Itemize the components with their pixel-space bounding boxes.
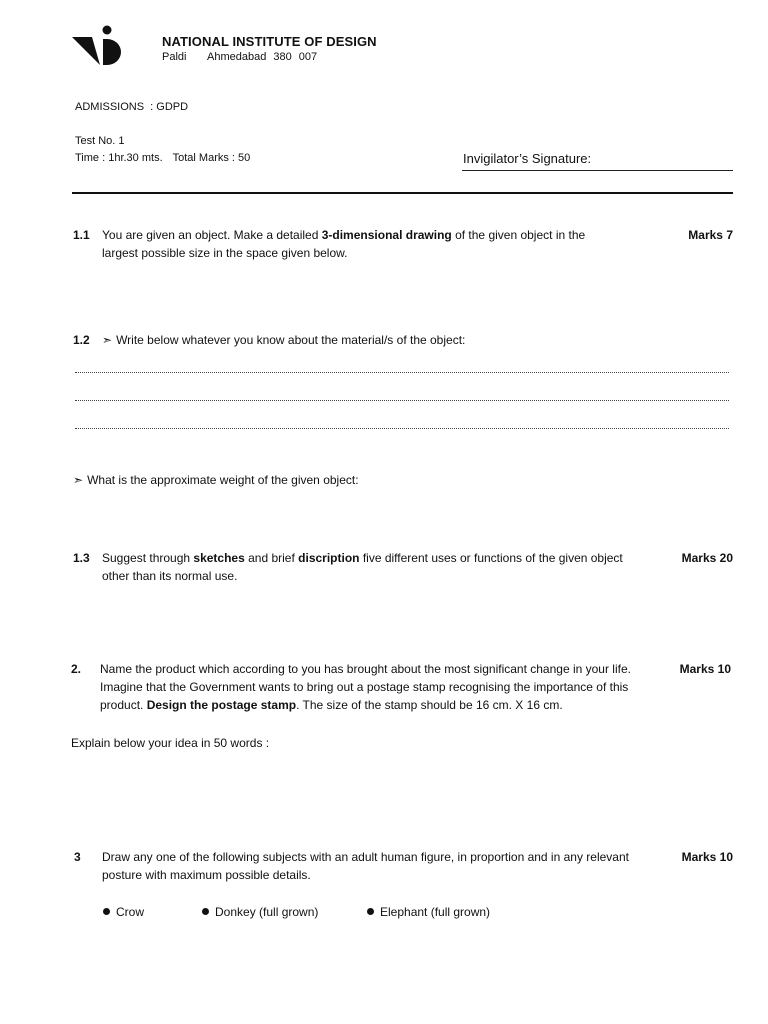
answer-line[interactable]: [75, 372, 729, 373]
admissions-label: ADMISSIONS : GDPD: [75, 101, 189, 113]
q1-1-text-part: of the given object in the: [451, 228, 586, 242]
q1-3-text-part: and brief: [244, 551, 299, 565]
q1-3-text-part: five different uses or functions of the given object: [359, 551, 623, 565]
arrow-icon: ➣: [102, 333, 113, 347]
q1-1-text-bold: 3-dimensional drawing: [321, 228, 452, 242]
total-marks: Total Marks : 50: [172, 152, 251, 164]
q1-3-text-part: Suggest through: [102, 551, 194, 565]
question-1-3-number: 1.3: [73, 551, 90, 565]
question-1-1-text: [102, 226, 662, 262]
answer-line[interactable]: [75, 428, 729, 429]
weight-question-text: What is the approximate weight of the given object:: [87, 473, 359, 487]
time-and-marks: [75, 152, 250, 164]
arrow-icon: ➣: [73, 473, 84, 487]
option-donkey: [202, 905, 318, 919]
q1-3-text-line2: other than its normal use.: [102, 569, 238, 583]
q2-text-line1: Name the product which according to you has brought about the most significant change in your life.: [100, 662, 631, 676]
test-number: Test No. 1: [75, 135, 125, 147]
question-1-2-text: [102, 331, 465, 349]
question-1-3-marks: Marks 20: [681, 551, 733, 565]
q2-text-bold: Design the postage stamp: [146, 698, 297, 712]
q2-text-part: product.: [100, 698, 147, 712]
question-1-1-marks: Marks 7: [688, 228, 733, 242]
q1-2-text: Write below whatever you know about the material/s of the object:: [116, 333, 466, 347]
q1-3-text-bold: sketches: [193, 551, 245, 565]
q3-text-line1: Draw any one of the following subjects with an adult human figure, in proportion and in any relevant: [102, 850, 629, 864]
bullet-icon: [103, 908, 110, 915]
q1-1-text-line2: largest possible size in the space given below.: [102, 246, 348, 260]
option-crow: [103, 905, 144, 919]
question-1-1-number: 1.1: [73, 228, 90, 242]
question-3-number: 3: [74, 850, 81, 864]
bullet-icon: [367, 908, 374, 915]
question-2-text: [100, 660, 670, 714]
option-label: Elephant (full grown): [380, 905, 491, 919]
q1-1-text-part: You are given an object. Make a detailed: [102, 228, 322, 242]
question-2-marks: Marks 10: [679, 662, 731, 676]
question-2-explain: Explain below your idea in 50 words :: [71, 736, 270, 750]
question-2-number: 2.: [71, 662, 82, 676]
question-3-text: [102, 848, 672, 884]
q3-text-line2: posture with maximum possible details.: [102, 868, 311, 882]
question-1-3-text: [102, 549, 662, 585]
option-elephant: [367, 905, 490, 919]
weight-question: [73, 471, 359, 489]
q2-text-line2: Imagine that the Government wants to bring out a postage stamp recognising the importance of this: [100, 680, 629, 694]
invigilator-signature-label: Invigilator’s Signature:: [463, 151, 592, 166]
option-label: Donkey (full grown): [215, 905, 319, 919]
bullet-icon: [202, 908, 209, 915]
q1-3-text-bold: discription: [298, 551, 360, 565]
institute-name: NATIONAL INSTITUTE OF DESIGN: [162, 34, 377, 49]
question-3-marks: Marks 10: [681, 850, 733, 864]
q2-text-part: . The size of the stamp should be 16 cm. X 16 cm.: [296, 698, 563, 712]
test-time: Time : 1hr.30 mts.: [75, 152, 163, 164]
header-divider: [72, 192, 733, 194]
option-label: Crow: [116, 905, 145, 919]
institute-address: Paldi Ahmedabad 380 007: [162, 51, 318, 63]
answer-line[interactable]: [75, 400, 729, 401]
question-1-2-number: 1.2: [73, 333, 90, 347]
invigilator-signature-line[interactable]: [462, 170, 733, 171]
nid-logo: [72, 25, 124, 67]
